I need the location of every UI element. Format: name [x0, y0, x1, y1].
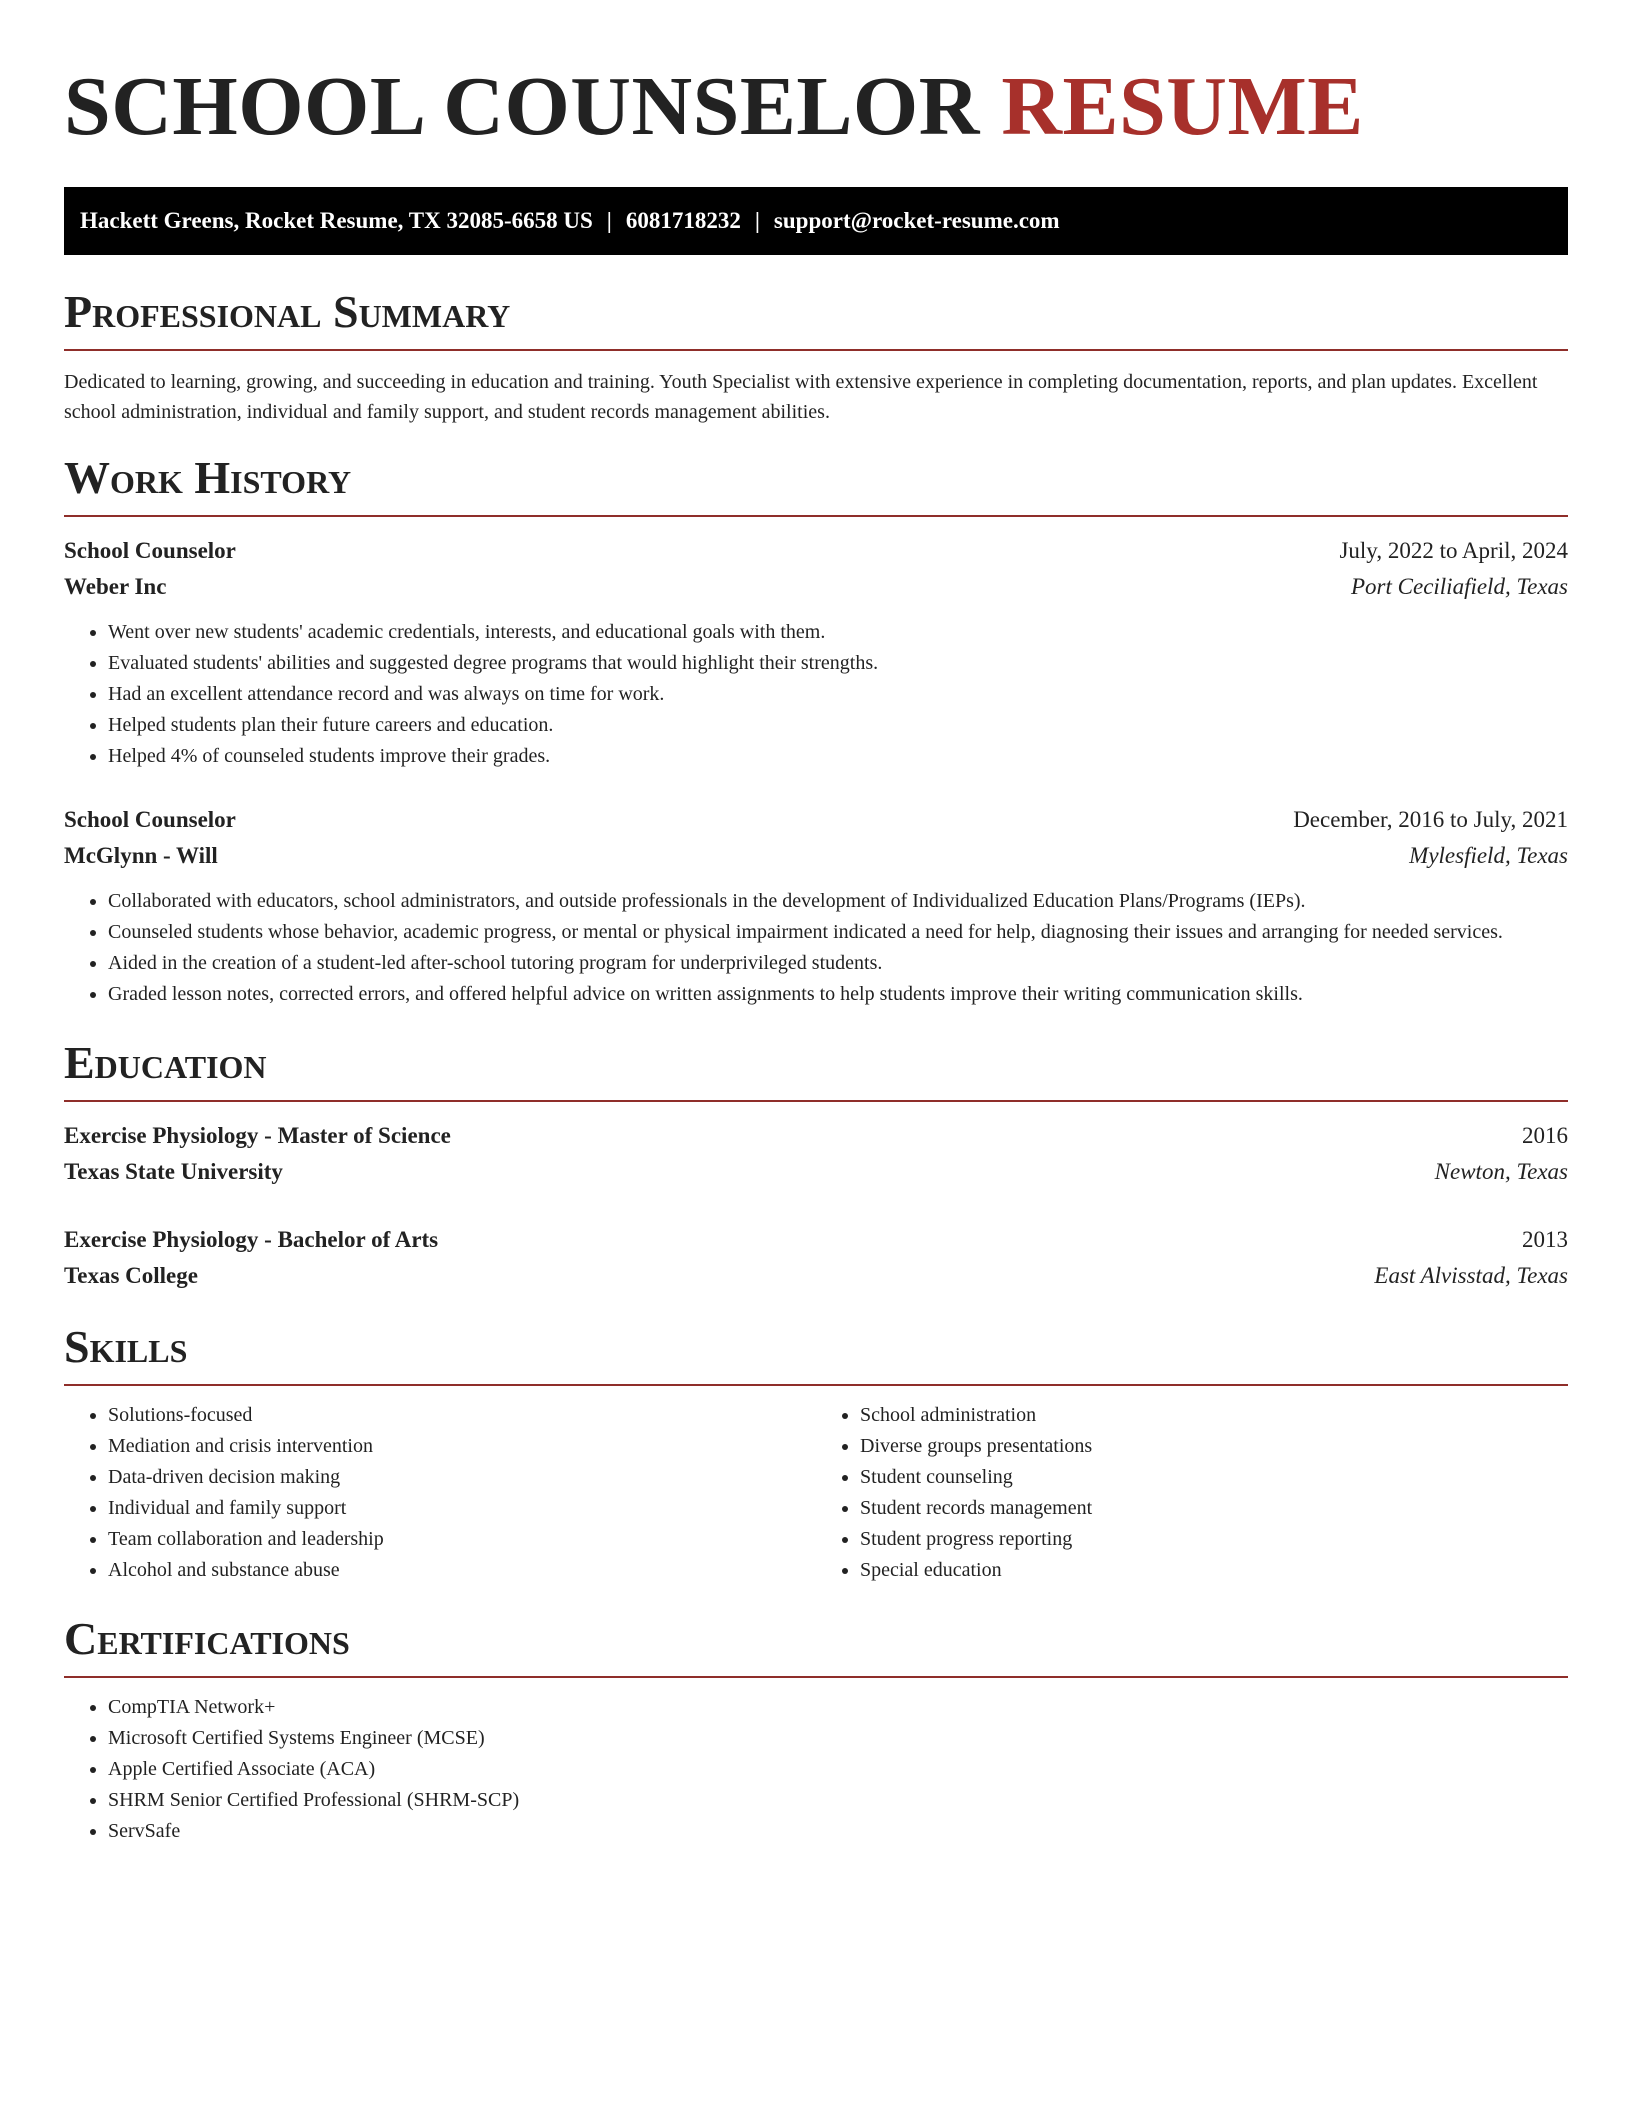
education-school: Texas College	[64, 1263, 198, 1288]
summary-section	[64, 286, 1568, 427]
job-bullet: • Had an excellent attendance record and was always on time for work.	[108, 679, 1568, 710]
section-heading-work-history: Work History	[64, 452, 352, 503]
skill-item: • Team collaboration and leadership	[108, 1524, 816, 1555]
skill-item: • Solutions-focused	[108, 1400, 816, 1431]
skill-item: • Alcohol and substance abuse	[108, 1555, 816, 1586]
certification-item: • SHRM Senior Certified Professional (SHRM-SCP)	[108, 1785, 1568, 1816]
education-section	[64, 1037, 1568, 1294]
job-entry	[64, 533, 1568, 772]
job-company-row	[64, 838, 1568, 874]
certification-item: • CompTIA Network+	[108, 1692, 1568, 1723]
job-bullet: • Evaluated students' abilities and suggested degree programs that would highlight their strengths.	[108, 648, 1568, 679]
job-company: Weber Inc	[64, 574, 167, 599]
job-bullet: • Went over new students' academic credentials, interests, and educational goals with them.	[108, 617, 1568, 648]
section-divider	[64, 515, 1568, 517]
job-bullet: • Counseled students whose behavior, academic progress, or mental or physical impairment indicated a need for help, diagnosing their issues and arranging for needed services.	[108, 917, 1568, 948]
education-school-row	[64, 1154, 1568, 1190]
education-entry	[64, 1118, 1568, 1190]
skill-item: • Data-driven decision making	[108, 1462, 816, 1493]
education-school-row	[64, 1258, 1568, 1294]
job-header-row	[64, 802, 1568, 838]
job-bullets	[64, 886, 1568, 1010]
job-bullet: • Helped students plan their future careers and education.	[108, 710, 1568, 741]
contact-phone: 6081718232	[625, 208, 741, 233]
work-history-section	[64, 452, 1568, 1010]
skill-item: • Individual and family support	[108, 1493, 816, 1524]
job-bullets	[64, 617, 1568, 772]
job-header-row	[64, 533, 1568, 569]
certification-item: • Apple Certified Associate (ACA)	[108, 1754, 1568, 1785]
education-year: 2013	[1522, 1227, 1568, 1252]
education-location: Newton, Texas	[1434, 1159, 1568, 1184]
resume-title	[64, 60, 1568, 153]
education-school: Texas State University	[64, 1159, 283, 1184]
education-degree: Exercise Physiology - Bachelor of Arts	[64, 1227, 439, 1252]
certification-item: • ServSafe	[108, 1816, 1568, 1847]
title-main: SCHOOL COUNSELOR	[64, 60, 980, 153]
title-accent: RESUME	[1001, 60, 1364, 153]
job-company-row	[64, 569, 1568, 605]
section-divider	[64, 349, 1568, 351]
skills-section	[64, 1321, 1568, 1586]
education-location: East Alvisstad, Texas	[1374, 1263, 1568, 1288]
section-heading-skills: Skills	[64, 1321, 188, 1372]
skill-item: • Student progress reporting	[860, 1524, 1568, 1555]
education-degree: Exercise Physiology - Master of Science	[64, 1123, 451, 1148]
education-year: 2016	[1522, 1123, 1568, 1148]
contact-email: support@rocket-resume.com	[773, 208, 1060, 233]
skill-item: • School administration	[860, 1400, 1568, 1431]
education-degree-row	[64, 1118, 1568, 1154]
job-bullet: • Helped 4% of counseled students improve their grades.	[108, 741, 1568, 772]
job-dates: July, 2022 to April, 2024	[1339, 538, 1568, 563]
contact-bar	[64, 187, 1568, 255]
job-entry	[64, 802, 1568, 1010]
certifications-section	[64, 1613, 1568, 1847]
job-bullet: • Aided in the creation of a student-led after-school tutoring program for underprivileged students.	[108, 948, 1568, 979]
job-location: Mylesfield, Texas	[1409, 843, 1568, 868]
job-bullet: • Collaborated with educators, school administrators, and outside professionals in the development of Individualized Education Plans/Programs (IEPs).	[108, 886, 1568, 917]
job-company: McGlynn - Will	[64, 843, 218, 868]
skill-item: • Student records management	[860, 1493, 1568, 1524]
summary-text: Dedicated to learning, growing, and succeeding in education and training. Youth Specialist with extensive experience in completing documentation, reports, and plan updates. Excellent school administration, individual and family support, and student records management abilities.	[64, 371, 1538, 423]
job-title: School Counselor	[64, 538, 236, 563]
job-bullet: • Graded lesson notes, corrected errors, and offered helpful advice on written assignments to help students improve their writing communication skills.	[108, 979, 1568, 1010]
section-heading-summary: Professional Summary	[64, 286, 511, 337]
skill-item: • Special education	[860, 1555, 1568, 1586]
contact-separator: |	[606, 208, 612, 233]
certifications-list	[64, 1692, 1568, 1847]
skill-item: • Mediation and crisis intervention	[108, 1431, 816, 1462]
section-divider	[64, 1676, 1568, 1678]
section-heading-education: Education	[64, 1037, 267, 1088]
job-title: School Counselor	[64, 807, 236, 832]
certification-item: • Microsoft Certified Systems Engineer (MCSE)	[108, 1723, 1568, 1754]
section-heading-certifications: Certifications	[64, 1613, 350, 1664]
skills-list-left	[64, 1400, 816, 1586]
skill-item: • Student counseling	[860, 1462, 1568, 1493]
contact-separator: |	[754, 208, 760, 233]
skills-list-right	[816, 1400, 1568, 1586]
job-location: Port Ceciliafield, Texas	[1351, 574, 1568, 599]
contact-address: Hackett Greens, Rocket Resume, TX 32085-6658 US	[80, 208, 593, 233]
section-divider	[64, 1100, 1568, 1102]
education-entry	[64, 1222, 1568, 1294]
skill-item: • Diverse groups presentations	[860, 1431, 1568, 1462]
education-degree-row	[64, 1222, 1568, 1258]
section-divider	[64, 1384, 1568, 1386]
job-dates: December, 2016 to July, 2021	[1293, 807, 1568, 832]
skills-grid	[64, 1400, 1568, 1586]
